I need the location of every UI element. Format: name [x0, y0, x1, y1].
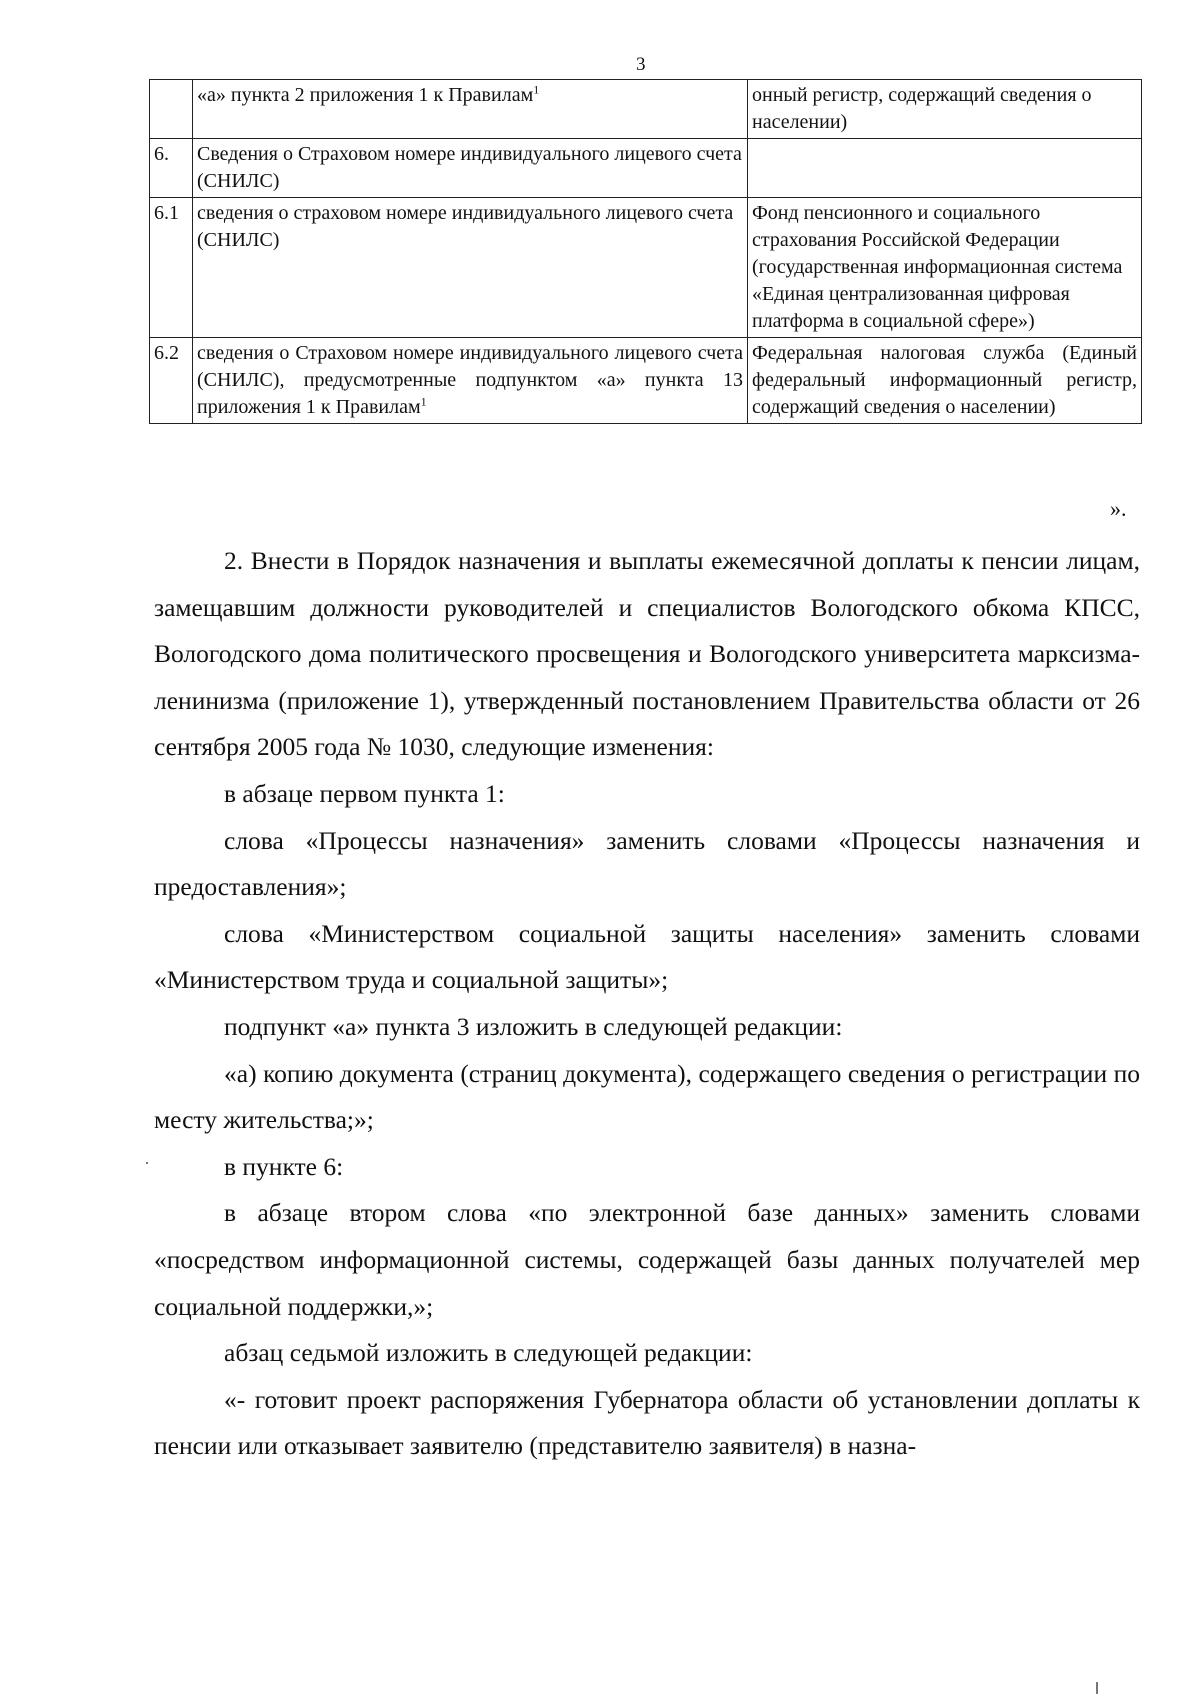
document-body: [154, 538, 1140, 1470]
paragraph: в абзаце втором слова «по электронной базе данных» заменить словами «посредством информационной системы, содержащей базы данных получателей мер социальной поддержки,»;: [154, 1198, 1140, 1321]
source-cell: онный регистр, содержащий сведения о населении): [748, 80, 1142, 139]
info-cell: сведения о Страховом номере индивидуального лицевого счета (СНИЛС), предусмотренные подпунктом «а» пункта 13 приложения 1 к Правилам$^1$: [193, 338, 748, 424]
scan-artifact-dot: [146, 1162, 148, 1164]
page-number: 3: [636, 54, 646, 75]
data-sources-table: [149, 79, 1142, 424]
paragraph: в пункте 6:: [224, 1151, 344, 1181]
paragraph: в абзаце первом пункта 1:: [224, 778, 505, 808]
paragraph: слова «Министерством социальной защиты населения» заменить словами «Министерством труда и социальной защиты»;: [154, 918, 1140, 995]
source-cell: Федеральная налоговая служба (Единый федеральный информационный регистр, содержащий сведения о населении): [748, 338, 1142, 424]
info-cell: сведения о страховом номере индивидуального лицевого счета (СНИЛС): [193, 198, 748, 338]
source-cell: Фонд пенсионного и социального страхования Российской Федерации (государственная информационная система «Единая централизованная цифровая платформа в социальной сфере»): [748, 198, 1142, 338]
paragraph: подпункт «а» пункта 3 изложить в следующей редакции:: [224, 1011, 843, 1041]
row-number: 6.: [150, 139, 193, 198]
paragraph: слова «Процессы назначения» заменить словами «Процессы назначения и предоставления»;: [154, 825, 1140, 902]
source-cell: [748, 139, 1142, 198]
table-row: [150, 198, 1142, 338]
closing-quote: ».: [1110, 496, 1127, 521]
info-cell: «а» пункта 2 приложения 1 к Правилам$^1$: [193, 80, 748, 139]
info-cell: Сведения о Страховом номере индивидуального лицевого счета (СНИЛС): [193, 139, 748, 198]
footnote-mark: 1: [420, 394, 427, 409]
paragraph: «а) копию документа (страниц документа), содержащего сведения о регистрации по месту жительства;»;: [154, 1058, 1140, 1135]
row-number: 6.1: [150, 198, 193, 338]
paragraph: 2. Внести в Порядок назначения и выплаты ежемесячной доплаты к пенсии лицам, замещавшим должности руководителей и специалистов Вологодского обкома КПСС, Вологодского дома политического просвещения и Вологодского университета марксизма-ленинизма (приложение 1), утвержденный постановлением Правительства области от 26 сентября 2005 года № 1030, следующие изменения:: [154, 546, 1140, 762]
paragraph: «- готовит проект распоряжения Губернатора области об установлении доплаты к пенсии или отказывает заявителю (представителю заявителя) в назна-: [154, 1384, 1140, 1461]
row-number: 6.2: [150, 338, 193, 424]
footnote-mark: 1: [533, 82, 540, 97]
scan-artifact-tick: [1096, 1682, 1098, 1694]
table-row: [150, 139, 1142, 198]
table-row: [150, 80, 1142, 139]
table-row: [150, 338, 1142, 424]
row-number: [150, 80, 193, 139]
paragraph: абзац седьмой изложить в следующей редакции:: [224, 1338, 753, 1368]
